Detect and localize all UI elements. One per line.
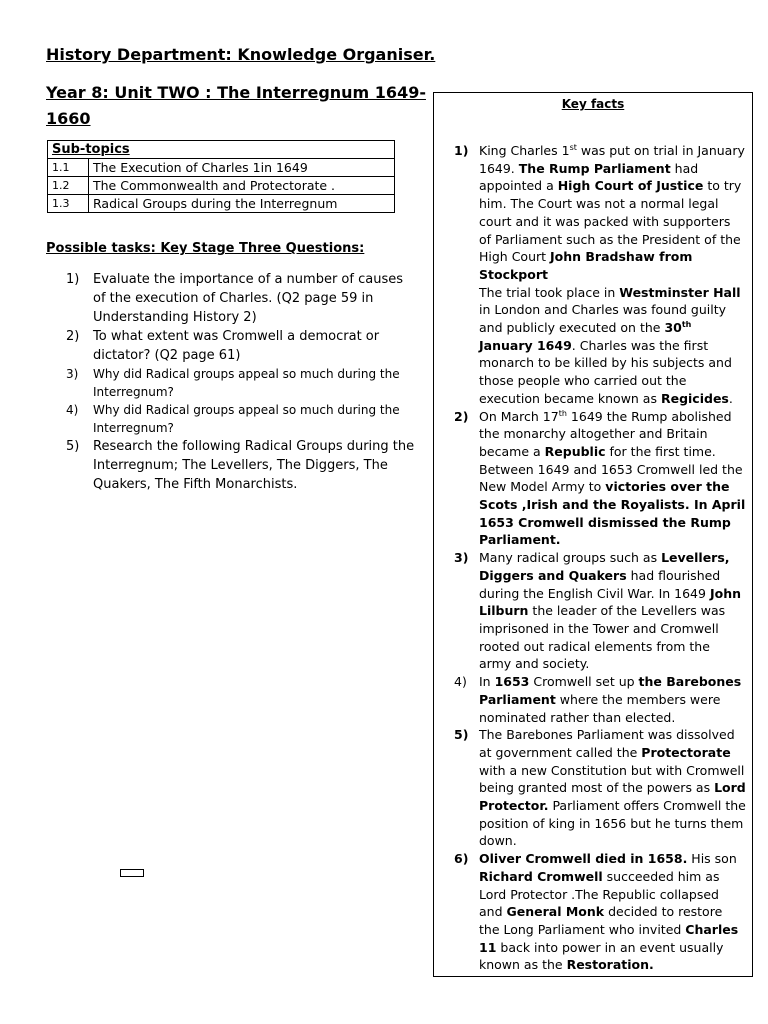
task-text: To what extent was Cromwell a democrat or dictator? (Q2 page 61): [93, 329, 380, 363]
list-item: 6) Oliver Cromwell died in 1658. His son Richard Cromwell succeeded him as Lord Protector .The Republic collapsed and General Monk decided to restore the Long Parliament who invited Charles 11 back into power in an event usually known as the Restoration.: [454, 851, 739, 973]
subtopic-label: The Execution of Charles 1in 1649: [89, 159, 395, 177]
list-item: [66, 401, 416, 437]
task-text: Why did Radical groups appeal so much during the Interregnum?: [93, 403, 400, 435]
page-title: History Department: Knowledge Organiser.: [46, 45, 436, 64]
subtopic-label: The Commonwealth and Protectorate .: [89, 177, 395, 195]
fact-number: 1): [454, 143, 469, 158]
list-item: [66, 327, 416, 365]
fact-number: 3): [454, 550, 469, 566]
fact-number: 6): [454, 851, 469, 867]
tasks-list: [66, 270, 416, 494]
table-row: [48, 159, 395, 177]
list-item: 2) On March 17th 1649 the Rump abolished the monarchy altogether and Britain became a Republic for the first time. Between 1649 and 1653 Cromwell led the New Model Army to victories over the Scots ,Irish and the Royalists. In April 1653 Cromwell dismissed the Rump Parliament.: [454, 408, 746, 548]
fact-number: 5): [454, 727, 469, 743]
tasks-heading: Possible tasks: Key Stage Three Questions:: [46, 241, 365, 256]
subtopic-label: Radical Groups during the Interregnum: [89, 195, 395, 213]
fact-number: 2): [454, 408, 469, 424]
list-item: [66, 270, 416, 327]
subtopics-table: [47, 140, 395, 213]
fact-number: 4): [454, 674, 467, 690]
subtopic-number: 1.1: [48, 159, 89, 177]
key-facts-list: [454, 142, 746, 974]
list-item: [66, 437, 416, 494]
list-item: 1) King Charles 1st was put on trial in January 1649. The Rump Parliament had appointed a High Court of Justice to try him. The Court was not a normal legal court and it was packed with supporters of Parliament such as the President of the High Court John Bradshaw from Stockport The trial took place in Westminster Hall in London and Charles was found guilty and publicly executed on the 30th January 1649. Charles was the first monarch to be killed by his subjects and those people who carried out the execution became known as Regicides.: [454, 142, 745, 406]
list-item: 3) Many radical groups such as Levellers, Diggers and Quakers had flourished during the English Civil War. In 1649 John Lilburn the leader of the Levellers was imprisoned in the Tower and Cromwell rooted out radical elements from the army and society.: [454, 550, 741, 672]
task-number: 1): [66, 272, 80, 287]
task-number: 4): [66, 403, 79, 417]
list-item: 5) The Barebones Parliament was dissolved at government called the Protectorate with a new Constitution but with Cromwell being granted most of the powers as Lord Protector. Parliament offers Cromwell the position of king in 1656 but he turns them down.: [454, 727, 746, 849]
subtopic-number: 1.2: [48, 177, 89, 195]
task-number: 2): [66, 329, 80, 344]
list-item: 4) In 1653 Cromwell set up the Barebones Parliament where the members were nominated rather than elected.: [454, 674, 742, 725]
unit-title: Year 8: Unit TWO : The Interregnum 1649-1660: [46, 83, 426, 128]
empty-text-box: [120, 869, 144, 877]
subtopics-header-row: [48, 141, 395, 159]
task-number: 5): [66, 439, 80, 454]
table-row: [48, 195, 395, 213]
subtopics-heading: Sub-topics: [48, 141, 395, 159]
table-row: [48, 177, 395, 195]
subtopic-number: 1.3: [48, 195, 89, 213]
list-item: [66, 365, 416, 401]
task-text: Evaluate the importance of a number of causes of the execution of Charles. (Q2 page 59 in Understanding History 2): [93, 272, 403, 325]
task-text: Research the following Radical Groups during the Interregnum; The Levellers, The Diggers, The Quakers, The Fifth Monarchists.: [93, 439, 415, 492]
task-number: 3): [66, 367, 79, 381]
task-text: Why did Radical groups appeal so much during the Interregnum?: [93, 367, 400, 399]
key-facts-heading: Key facts: [561, 97, 625, 111]
